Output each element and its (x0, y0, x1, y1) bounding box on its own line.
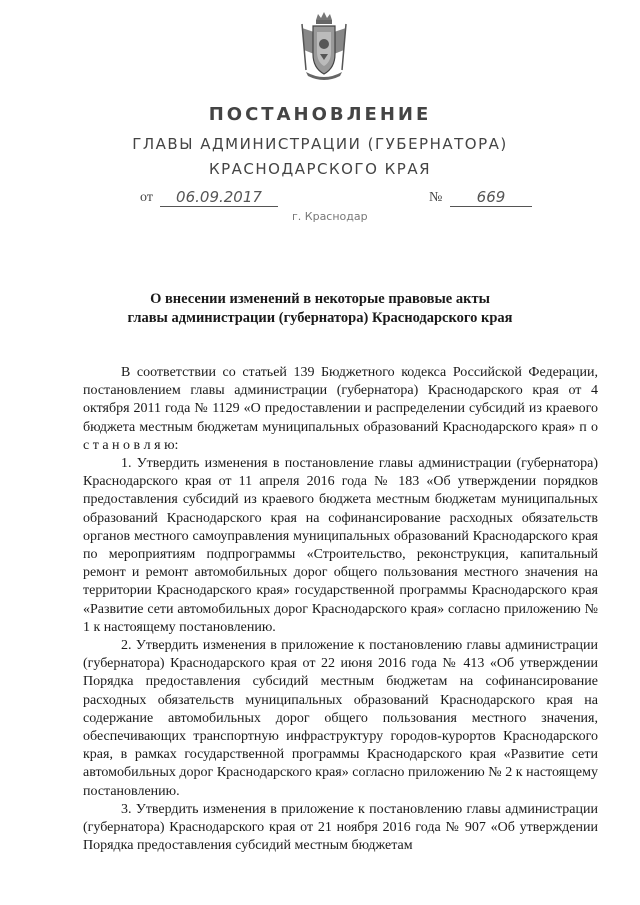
title-line-1: О внесении изменений в некоторые правовые акты (150, 291, 490, 307)
document-title (80, 290, 560, 328)
krasnodar-coat-of-arms-icon (296, 10, 352, 84)
issuer-heading: ГЛАВЫ АДМИНИСТРАЦИИ (ГУБЕРНАТОРА) (132, 135, 508, 153)
document-body (83, 364, 598, 855)
date-prefix: от (140, 190, 153, 205)
title-line-2: главы администрации (губернатора) Краснодарского края (127, 310, 513, 326)
doc-type-heading: ПОСТАНОВЛЕНИЕ (208, 104, 432, 125)
paragraph-item-1: 1. Утвердить изменения в постановление главы администрации (губернатора) Краснодарского края от 11 апреля 2016 года № 183 «Об утверждении порядков предоставления субсидий из краевого бюджета местным бюджетам муниципальных образований Краснодарского края на софинансирование расходных обязательств органов местного самоуправления муниципальных образований Краснодарского края по мероприятиям подпрограммы «Строительство, реконструкция, капитальный ремонт и ремонт автомобильных дорог общего пользования местного значения на территории Краснодарского края» государственной программы Краснодарского края «Развитие сети автомобильных дорог Краснодарского края» согласно приложению № 1 к настоящему постановлению. (83, 456, 598, 635)
paragraph-preamble: В соответствии со статьей 139 Бюджетного кодекса Российской Федерации, постановлением главы администрации (губернатора) Краснодарского края от 4 октября 2011 года № 1129 «О предоставлении и распределении субсидий из краевого бюджета местным бюджетам муниципальных образований Краснодарского края» п о с т а н о в л я ю: (83, 365, 598, 453)
date-number-line (140, 188, 540, 210)
paragraph-item-3: 3. Утвердить изменения в приложение к постановлению главы администрации (губернатора) Краснодарского края от 21 ноября 2016 года № 907 «Об утверждении Порядка предоставления субсидий местным бюджетам (83, 801, 598, 854)
document-date: 06.09.2017 (160, 188, 278, 207)
number-prefix: № (429, 190, 443, 205)
document-number: 669 (450, 188, 532, 207)
city-label: г. Краснодар (292, 210, 368, 223)
paragraph-item-2: 2. Утвердить изменения в приложение к постановлению главы администрации (губернатора) Краснодарского края от 22 июня 2016 года № 413 «Об утверждении Порядка предоставления субсидий местным бюджетам на софинансирование расходных обязательств муниципальных образований Краснодарского края на содержание автомобильных дорог общего пользования местного значения, обеспечивающих транспортную инфраструктуру городов-курортов Краснодарского края, в рамках государственной программы Краснодарского края «Развитие сети автомобильных дорог Краснодарского края» согласно приложению № 2 к настоящему постановлению. (83, 638, 598, 799)
region-heading: КРАСНОДАРСКОГО КРАЯ (208, 160, 432, 178)
